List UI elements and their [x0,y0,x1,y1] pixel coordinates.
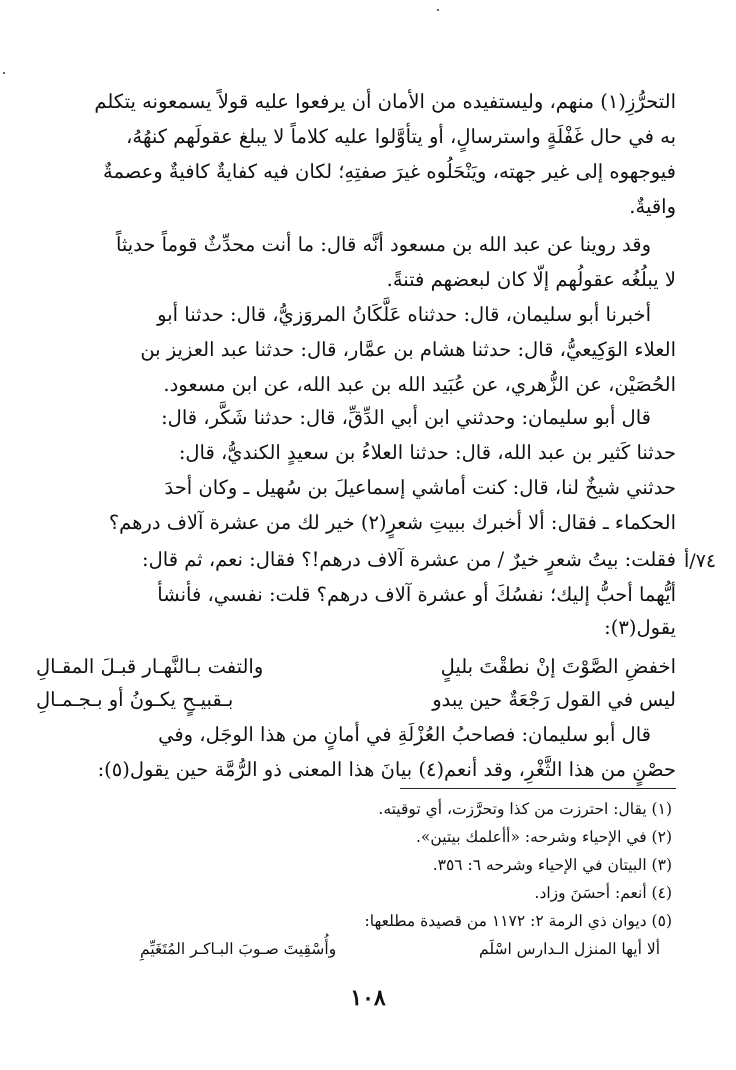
manuscript-folio-ref: ٧٤/أ [684,550,717,572]
text-line: لا يبلُغُه عقولُهم إلّا كان لبعضهم فتنةً. [386,268,676,291]
text-line: الحُصَيْن، عن الزُّهري، عن عُبَيد الله بن عبد الله، عن ابن مسعود. [163,373,676,396]
text-line: وقد روينا عن عبد الله بن مسعود أنَّه قال: ما أنت محدِّثٌ قوماً حديثاً [115,233,651,256]
footnote-1: (١) يقال: احترزت من كذا وتحرَّزت، أي توقيته. [378,800,672,818]
text-line: التحرُّزِ(١) منهم، وليستفيده من الأمان أن يرفعوا عليه قولاً يسمعونه يتكلم [94,90,676,113]
text-line: يقول(٣): [604,616,676,639]
text-line: العلاء الوَكِيعيُّ، قال: حدثنا هشام بن عمَّار، قال: حدثنا عبد العزيز بن [140,338,676,361]
footnote-4: (٤) أنعم: أحسَنَ وزاد. [534,884,672,902]
verse-2-second-hemistich: بـقبيـحٍ يكـونُ أو بـجـمـالِ [36,688,234,711]
text-line: قال أبو سليمان: وحدثني ابن أبي الدِّقِّ، قال: حدثنا شَكَّر، قال: [161,406,651,429]
text-line: الحكماء ـ فقال: ألا أخبرك ببيتِ شعرٍ(٢) خير لك من عشرة آلاف درهم؟ [108,511,676,534]
text-line: قال أبو سليمان: فصاحبُ العُزْلَةِ في أمانٍ من هذا الوجَل، وفي [158,723,651,746]
text-line: حصْنٍ من هذا الثَّغْرِ، وقد أنعم(٤) بيانَ هذا المعنى ذو الرُّمَّة حين يقول(٥): [97,758,676,781]
text-line: واقيةٌ. [629,195,676,218]
text-line: حدثني شيخٌ لنا، قال: كنت أماشي إسماعيلَ بن سُهيل ـ وكان أحدَ [164,476,676,499]
scan-mark-top [437,9,439,11]
scan-mark-left [3,72,5,74]
footnote-separator [400,788,676,789]
text-line: فيوجهوه إلى غير جهته، ويَنْحَلُوه غيرَ صفتِهِ؛ لكان فيه كفايةٌ كافيةٌ وعصمةٌ [103,160,676,183]
footnote-verse-first-hemistich: ألا أيها المنزل الـدارس اسْلَم [479,940,660,958]
verse-1-first-hemistich: اخفضِ الصَّوْتَ إنْ نطقْتَ بليلٍ [440,655,676,678]
footnote-2: (٢) في الإحياء وشرحه: «أأعلمك بيتين». [415,828,672,846]
footnote-5: (٥) ديوان ذي الرمة ٢: ١١٧٢ من قصيدة مطلعها: [364,912,672,930]
verse-1-second-hemistich: والتفت بـالنَّهـار قبـلَ المقـالِ [36,655,264,678]
text-line: أيُّهما أحبُّ إليك؛ نفسُكَ أو عشرة آلاف درهم؟ قلت: نفسي، فأنشأ [157,583,676,606]
footnote-verse-second-hemistich: وأُسْقِيتَ صـوبَ البـاكـر المُتَغَيِّمِ [140,940,337,958]
text-line: به في حال غَفْلَةٍ واسترسالٍ، أو يتأوَّلوا عليه كلاماً لا يبلغ عقولَهم كنهُهُ، [126,125,676,148]
text-line: حدثنا كَثير بن عبد الله، قال: حدثنا العلاءُ بن سعيدٍ الكنديُّ، قال: [178,441,676,464]
page-number: ١٠٨ [350,985,386,1011]
text-line: فقلت: بيتُ شعرٍ خيرٌ / من عشرة آلاف درهم!؟ فقال: نعم، ثم قال: [142,548,676,571]
text-line: أخبرنا أبو سليمان، قال: حدثناه عَلَّكَانُ المروَزيُّ، قال: حدثنا أبو [157,303,651,326]
footnote-3: (٣) البيتان في الإحياء وشرحه ٦: ٣٥٦. [432,856,672,874]
verse-2-first-hemistich: ليس في القول رَجْعَةٌ حين يبدو [432,688,676,711]
